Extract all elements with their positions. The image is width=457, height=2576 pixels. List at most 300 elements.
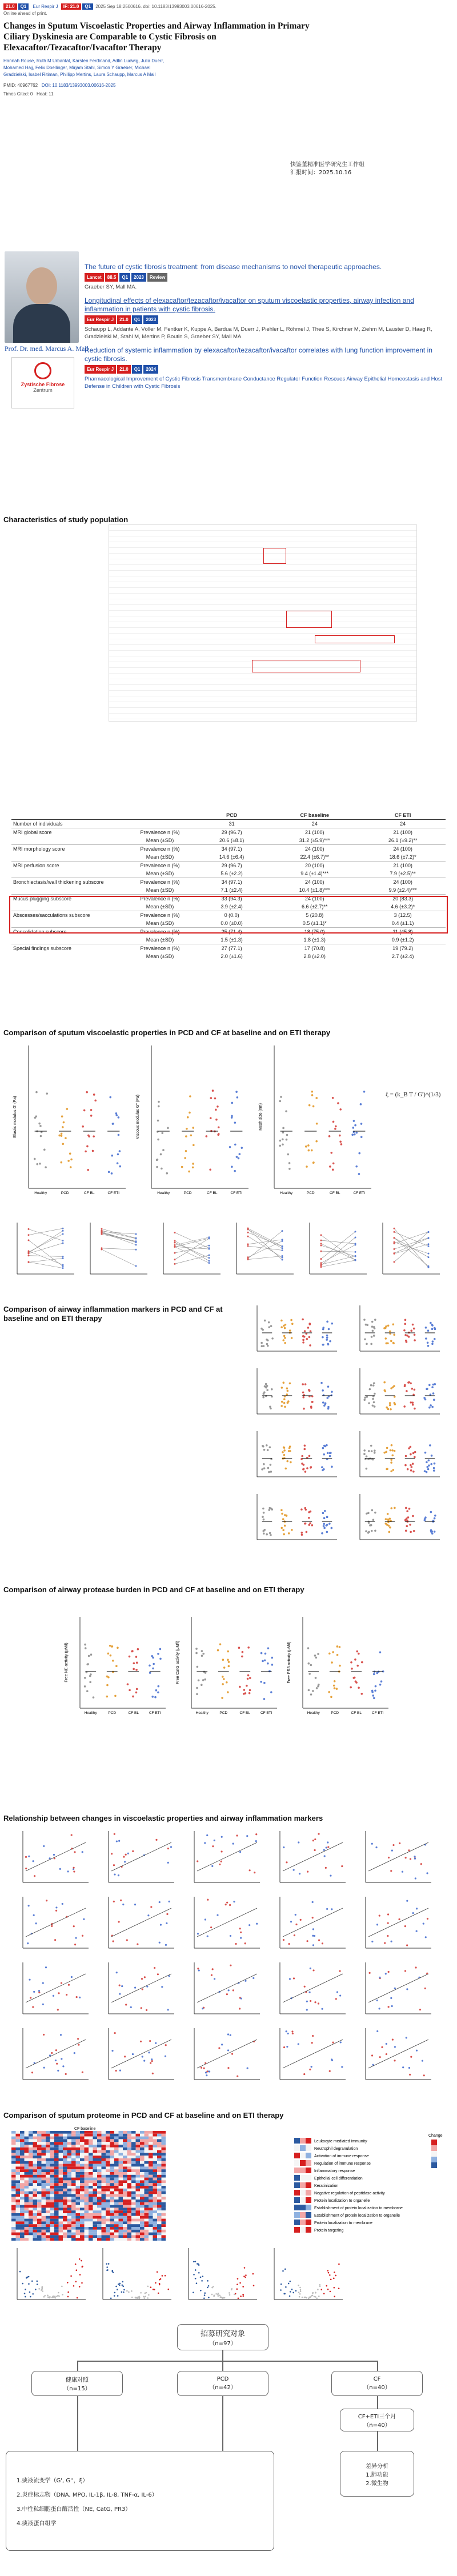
heatmap-cell bbox=[162, 2139, 166, 2142]
heatmap-cell bbox=[50, 2166, 55, 2169]
heatmap-cell bbox=[11, 2178, 16, 2181]
data-point bbox=[321, 2008, 323, 2010]
pub-title-2[interactable]: Longitudinal effects of elexacaftor/tezacaftor/ivacaftor on sputum viscoelastic properties, airway infection and inflammation in patients with cystic fibrosis. bbox=[85, 297, 414, 313]
table-cell: 0.4 (±1.1) bbox=[391, 920, 414, 926]
data-point bbox=[413, 1328, 415, 1330]
data-point bbox=[304, 1445, 306, 1447]
heatmap-cell bbox=[71, 2205, 76, 2208]
heatmap-cell bbox=[157, 2205, 162, 2208]
heatmap-cell bbox=[46, 2145, 50, 2148]
heatmap-cell bbox=[16, 2180, 21, 2183]
heatmap-cell bbox=[42, 2139, 46, 2142]
data-point bbox=[192, 1167, 194, 1169]
data-point bbox=[83, 1109, 86, 1112]
data-point bbox=[283, 1449, 286, 1452]
data-point bbox=[62, 1233, 64, 1235]
heatmap-cell bbox=[80, 2210, 85, 2213]
heatmap-cell bbox=[149, 2238, 153, 2241]
heatmap-cell bbox=[149, 2197, 153, 2200]
heatmap-cell bbox=[42, 2208, 46, 2210]
data-point bbox=[416, 1930, 418, 1932]
data-point bbox=[404, 1970, 406, 1972]
data-point bbox=[376, 2000, 378, 2001]
data-point bbox=[228, 1661, 230, 1663]
data-point bbox=[51, 1925, 53, 1927]
data-point bbox=[144, 1976, 146, 1978]
data-point bbox=[227, 1658, 229, 1661]
heatmap-cell bbox=[46, 2169, 50, 2172]
data-point bbox=[203, 2068, 205, 2069]
heatmap-cell bbox=[131, 2189, 136, 2192]
heatmap-cell bbox=[76, 2205, 81, 2208]
data-point bbox=[414, 1858, 416, 1860]
data-point bbox=[291, 2289, 293, 2290]
data-point bbox=[234, 2294, 235, 2295]
data-point bbox=[430, 1393, 432, 1396]
heatmap-cell bbox=[63, 2227, 67, 2230]
heatmap-cell bbox=[11, 2186, 16, 2189]
data-point bbox=[30, 2296, 31, 2298]
data-point bbox=[75, 2263, 77, 2265]
data-point bbox=[387, 1922, 389, 1924]
data-point bbox=[323, 1525, 325, 1527]
heatmap-cell bbox=[67, 2156, 72, 2158]
data-point bbox=[352, 1677, 355, 1679]
data-point bbox=[310, 1511, 312, 1513]
heatmap-cell bbox=[71, 2221, 76, 2224]
data-point bbox=[166, 1922, 167, 1924]
heatmap-cell bbox=[16, 2227, 21, 2230]
heatmap-cell bbox=[123, 2216, 127, 2219]
data-point bbox=[374, 1405, 376, 1408]
data-point bbox=[111, 1155, 113, 1157]
data-point bbox=[280, 1405, 283, 1407]
author-list[interactable]: Hannah Rouse, Ruth M Urbantat, Karsten Ferdinand, Adlin Ludwig, Julia Duerr, Mohamed Hajj, Felix Doellinger, Mirjam Stahl, Simon Y Graeber, Michael Gradzielski, Isabel Ritiman, Phillipp Mertins, Laura Schaupp, Marcus A Mall bbox=[3, 58, 165, 77]
data-point bbox=[62, 1228, 64, 1229]
table-cell: 24 bbox=[400, 821, 406, 827]
data-point bbox=[282, 1249, 283, 1251]
paired-line bbox=[102, 1232, 136, 1245]
data-point bbox=[329, 1340, 331, 1343]
data-point bbox=[371, 1530, 373, 1532]
data-point bbox=[329, 1165, 331, 1168]
heatmap-cell bbox=[102, 2189, 106, 2192]
heatmap-cell bbox=[102, 2235, 106, 2238]
heatmap-cell bbox=[140, 2131, 145, 2134]
heatmap-cell bbox=[162, 2178, 166, 2181]
data-point bbox=[159, 2284, 161, 2286]
data-point bbox=[84, 1685, 86, 1688]
pathway-cell bbox=[300, 2168, 306, 2173]
heatmap-cell bbox=[54, 2233, 59, 2236]
data-point bbox=[394, 2046, 396, 2048]
data-point bbox=[205, 1672, 207, 1674]
data-point bbox=[113, 1901, 115, 1902]
heatmap-cell bbox=[93, 2216, 98, 2219]
heatmap-cell bbox=[76, 2208, 81, 2210]
heatmap-cell bbox=[162, 2153, 166, 2156]
data-point bbox=[386, 2053, 387, 2055]
heatmap-cell bbox=[85, 2178, 89, 2181]
data-point bbox=[90, 1115, 93, 1117]
heatmap-cell bbox=[140, 2202, 145, 2205]
data-point bbox=[404, 1519, 407, 1521]
data-point bbox=[112, 1123, 114, 1125]
heatmap-cell bbox=[140, 2205, 145, 2208]
heatmap-cell bbox=[25, 2194, 29, 2197]
data-point bbox=[57, 2009, 59, 2010]
heatmap-cell bbox=[54, 2194, 59, 2197]
data-point bbox=[195, 1652, 198, 1654]
heatmap-cell bbox=[123, 2156, 127, 2158]
data-point bbox=[106, 1696, 108, 1698]
tick-label: CF BL bbox=[239, 1711, 250, 1715]
heatmap-cell bbox=[29, 2161, 33, 2164]
heatmap-cell bbox=[80, 2230, 85, 2233]
heatmap-cell bbox=[102, 2227, 106, 2230]
heatmap-cell bbox=[71, 2202, 76, 2205]
data-point bbox=[327, 2289, 329, 2290]
heatmap-cell bbox=[63, 2153, 67, 2156]
data-point bbox=[341, 2066, 343, 2068]
data-point bbox=[193, 2261, 195, 2263]
tick-label: CF ETI bbox=[353, 1191, 366, 1195]
table-cell: 27 (77.1) bbox=[221, 946, 242, 951]
heatmap-cell bbox=[127, 2153, 132, 2156]
heatmap-cell bbox=[33, 2178, 38, 2181]
heatmap-cell bbox=[119, 2153, 123, 2156]
heatmap-cell bbox=[145, 2150, 149, 2153]
heatmap-cell bbox=[131, 2139, 136, 2142]
heatmap-cell bbox=[153, 2166, 158, 2169]
heatmap-cell bbox=[157, 2224, 162, 2227]
heatmap-cell bbox=[153, 2216, 158, 2219]
heatmap-cell bbox=[93, 2131, 98, 2134]
heatmap-cell bbox=[46, 2235, 50, 2238]
heatmap-cell bbox=[29, 2230, 33, 2233]
heatmap-cell bbox=[16, 2161, 21, 2164]
heatmap-cell bbox=[102, 2145, 106, 2148]
heatmap-cell bbox=[85, 2180, 89, 2183]
data-point bbox=[329, 2274, 331, 2276]
heatmap-cell bbox=[50, 2137, 55, 2140]
data-point bbox=[90, 1653, 93, 1656]
heatmap-cell bbox=[153, 2150, 158, 2153]
data-point bbox=[118, 1134, 120, 1136]
y-axis-label: Free NE activity (µM/l) bbox=[65, 1642, 69, 1682]
data-point bbox=[271, 1664, 274, 1666]
data-point bbox=[311, 2066, 312, 2068]
data-point bbox=[412, 1515, 414, 1517]
table-cell: 0 (0.0) bbox=[224, 912, 239, 918]
heatmap-cell bbox=[50, 2164, 55, 2167]
data-point bbox=[249, 1869, 251, 1871]
data-point bbox=[158, 1685, 160, 1688]
heatmap-cell bbox=[20, 2145, 25, 2148]
heatmap-cell bbox=[157, 2186, 162, 2189]
heatmap-cell bbox=[59, 2219, 63, 2222]
data-point bbox=[306, 1338, 308, 1340]
heatmap-cell bbox=[157, 2183, 162, 2186]
data-point bbox=[312, 1928, 314, 1930]
data-point bbox=[379, 1915, 380, 1917]
volcano-plots bbox=[6, 2245, 360, 2308]
heatmap-cell bbox=[123, 2219, 127, 2222]
heatmap-cell bbox=[50, 2230, 55, 2233]
data-point bbox=[289, 1978, 291, 1980]
data-point bbox=[315, 1097, 318, 1099]
heatmap-cell bbox=[76, 2200, 81, 2202]
doi[interactable]: DOI: 10.1183/13993003.00616-2025 bbox=[41, 83, 116, 88]
heatmap-cell bbox=[46, 2221, 50, 2224]
heatmap-cell bbox=[20, 2156, 25, 2158]
heatmap-cell bbox=[97, 2200, 102, 2202]
data-point bbox=[427, 1468, 430, 1471]
data-point bbox=[299, 1873, 300, 1874]
data-point bbox=[264, 1659, 266, 1661]
data-point bbox=[226, 1993, 228, 1995]
heatmap-cell bbox=[140, 2150, 145, 2153]
data-point bbox=[73, 1870, 75, 1872]
heatmap-cell bbox=[59, 2197, 63, 2200]
data-point bbox=[314, 1654, 316, 1657]
data-point bbox=[410, 1401, 412, 1404]
data-point bbox=[428, 1231, 430, 1233]
heatmap-cell bbox=[93, 2180, 98, 2183]
table-cell: 20 (100) bbox=[304, 863, 324, 868]
data-point bbox=[299, 2296, 300, 2298]
data-point bbox=[303, 1468, 305, 1471]
heatmap-cell bbox=[145, 2156, 149, 2158]
data-point bbox=[390, 1340, 392, 1342]
heatmap-cell bbox=[114, 2169, 119, 2172]
data-point bbox=[154, 1696, 157, 1698]
data-point bbox=[394, 1396, 396, 1398]
heatmap-cell bbox=[157, 2148, 162, 2150]
heatmap-cell bbox=[102, 2131, 106, 2134]
data-point bbox=[265, 1386, 267, 1388]
heatmap-cell bbox=[85, 2134, 89, 2137]
data-point bbox=[433, 1469, 435, 1472]
heatmap-cell bbox=[149, 2235, 153, 2238]
heatmap-cell bbox=[93, 2158, 98, 2161]
journal-link[interactable]: Eur Respir J bbox=[33, 4, 58, 9]
heatmap-cell bbox=[67, 2227, 72, 2230]
data-point bbox=[65, 2073, 67, 2075]
table-cell: 7.9 (±2.5)** bbox=[390, 871, 416, 876]
heatmap-cell bbox=[85, 2131, 89, 2134]
data-point bbox=[391, 2005, 393, 2007]
heatmap-cell bbox=[145, 2148, 149, 2150]
table-cell: 9.9 (±2.4)*** bbox=[388, 887, 417, 893]
data-point bbox=[365, 1324, 367, 1326]
heatmap-cell bbox=[127, 2156, 132, 2158]
heatmap-cell bbox=[140, 2153, 145, 2156]
heatmap-cell bbox=[63, 2194, 67, 2197]
heatmap-cell bbox=[16, 2224, 21, 2227]
data-point bbox=[379, 1651, 382, 1653]
heatmap-cell bbox=[162, 2227, 166, 2230]
header bbox=[3, 3, 346, 97]
data-point bbox=[207, 2287, 209, 2289]
data-point bbox=[328, 1691, 330, 1693]
heatmap-cell bbox=[67, 2178, 72, 2181]
data-point bbox=[355, 1231, 356, 1232]
heatmap-cell bbox=[145, 2233, 149, 2236]
characteristics-table-image bbox=[109, 524, 417, 722]
data-point bbox=[192, 1163, 194, 1165]
heatmap-cell bbox=[119, 2221, 123, 2224]
heatmap-cell bbox=[76, 2137, 81, 2140]
data-point bbox=[30, 1997, 31, 1998]
tick-label: Healthy bbox=[84, 1711, 97, 1715]
paired-line bbox=[321, 1240, 355, 1244]
data-point bbox=[369, 1524, 371, 1527]
heatmap-cell bbox=[71, 2169, 76, 2172]
data-point bbox=[131, 1650, 133, 1653]
heatmap-cell bbox=[20, 2194, 25, 2197]
data-point bbox=[291, 1323, 294, 1325]
data-point bbox=[236, 1834, 238, 1836]
heatmap-cell bbox=[71, 2172, 76, 2175]
table-row bbox=[11, 828, 446, 837]
heatmap-cell bbox=[162, 2172, 166, 2175]
heatmap-cell bbox=[37, 2142, 42, 2145]
data-point bbox=[432, 1392, 435, 1395]
heatmap-cell bbox=[67, 2192, 72, 2194]
flow-recruit-label: 招募研究对象 bbox=[200, 2330, 245, 2338]
heatmap-cell bbox=[76, 2238, 81, 2241]
data-point bbox=[280, 1320, 283, 1322]
data-point bbox=[135, 1692, 138, 1694]
table-cell: 10.4 (±1.8)*** bbox=[299, 887, 330, 893]
heatmap-cell bbox=[11, 2148, 16, 2150]
data-point bbox=[335, 1125, 337, 1128]
heatmap-cell bbox=[145, 2153, 149, 2156]
heatmap-cell bbox=[89, 2238, 93, 2241]
data-point bbox=[204, 1678, 206, 1681]
table-row bbox=[11, 836, 446, 845]
heatmap-cell bbox=[67, 2164, 72, 2167]
table-cell: MRI perfusion score bbox=[13, 863, 59, 868]
heatmap-cell bbox=[127, 2216, 132, 2219]
heatmap-cell bbox=[162, 2183, 166, 2186]
heatmap-cell bbox=[11, 2221, 16, 2224]
data-point bbox=[391, 1444, 393, 1447]
pub-title-3[interactable]: Reduction of systemic inflammation by elexacaftor/tezacaftor/ivacaftor correlates with lung function improvement in cystic fibrosis. bbox=[85, 346, 432, 363]
online-ahead: Online ahead of print. bbox=[3, 11, 47, 16]
heatmap-cell bbox=[162, 2238, 166, 2241]
data-point bbox=[391, 1449, 394, 1452]
heatmap-cell bbox=[80, 2137, 85, 2140]
data-point bbox=[196, 1687, 198, 1689]
data-point bbox=[410, 1531, 412, 1533]
data-point bbox=[57, 2070, 59, 2072]
heatmap-cell bbox=[93, 2194, 98, 2197]
heatmap-cell bbox=[127, 2192, 132, 2194]
data-point bbox=[410, 1469, 412, 1472]
heatmap-cell bbox=[80, 2200, 85, 2202]
data-point bbox=[324, 1855, 326, 1857]
heatmap-cell bbox=[114, 2137, 119, 2140]
table-cell bbox=[11, 836, 126, 845]
data-point bbox=[303, 1408, 305, 1410]
pub-title-1[interactable]: The future of cystic fibrosis treatment: from disease mechanisms to novel therapeutic approaches. bbox=[85, 263, 382, 271]
heatmap-cell bbox=[145, 2205, 149, 2208]
heatmap-cell bbox=[29, 2197, 33, 2200]
data-point bbox=[379, 1977, 380, 1978]
heatmap-cell bbox=[136, 2158, 141, 2161]
trend-line bbox=[111, 1974, 171, 2002]
data-point bbox=[390, 1461, 392, 1464]
trend-line bbox=[26, 2040, 86, 2068]
pub-badge: Q1 bbox=[132, 365, 143, 374]
heatmap-cell bbox=[153, 2208, 158, 2210]
heatmap-cell bbox=[46, 2186, 50, 2189]
quartile-badge: Q1 bbox=[18, 3, 29, 10]
heatmap-cell bbox=[42, 2148, 46, 2150]
data-point bbox=[51, 2297, 53, 2298]
heatmap-cell bbox=[33, 2131, 38, 2134]
data-point bbox=[303, 2073, 305, 2075]
heatmap-cell bbox=[20, 2172, 25, 2175]
heatmap-cell bbox=[76, 2221, 81, 2224]
data-point bbox=[74, 1851, 75, 1853]
data-point bbox=[323, 2293, 325, 2294]
data-point bbox=[351, 1133, 354, 1136]
heatmap-cell bbox=[93, 2153, 98, 2156]
heatmap-cell bbox=[63, 2139, 67, 2142]
data-point bbox=[115, 2286, 117, 2287]
heatmap-cell bbox=[136, 2224, 141, 2227]
heatmap-cell bbox=[67, 2208, 72, 2210]
heatmap-cell bbox=[149, 2183, 153, 2186]
table-cell: Prevalence n (%) bbox=[140, 863, 180, 868]
data-point bbox=[66, 1108, 69, 1110]
data-point bbox=[70, 1166, 72, 1168]
heatmap-cell bbox=[76, 2175, 81, 2178]
heatmap-cell bbox=[16, 2137, 21, 2140]
pathway-cell bbox=[294, 2160, 300, 2166]
protease-plot-area bbox=[57, 1611, 400, 1725]
paired-line bbox=[102, 1248, 136, 1250]
heatmap-cell bbox=[37, 2148, 42, 2150]
data-point bbox=[202, 1679, 205, 1681]
heatmap-cell bbox=[46, 2205, 50, 2208]
heatmap-cell bbox=[54, 2164, 59, 2167]
data-point bbox=[113, 1940, 114, 1942]
data-point bbox=[157, 1653, 159, 1655]
heatmap-cell bbox=[93, 2221, 98, 2224]
heatmap-cell bbox=[80, 2205, 85, 2208]
flow-recruit-n: （n=97） bbox=[209, 2341, 236, 2347]
data-point bbox=[390, 1387, 392, 1389]
data-point bbox=[193, 1144, 195, 1147]
data-point bbox=[368, 1450, 370, 1452]
heatmap-cell bbox=[54, 2178, 59, 2181]
heatmap-cell bbox=[71, 2230, 76, 2233]
data-point bbox=[28, 1251, 30, 1253]
heatmap-cell bbox=[131, 2164, 136, 2167]
pub-badge: 2023 bbox=[143, 315, 158, 324]
data-point bbox=[132, 1850, 134, 1852]
heatmap-cell bbox=[80, 2131, 85, 2134]
data-point bbox=[247, 1245, 249, 1247]
pub-badge: Q1 bbox=[132, 315, 143, 324]
heatmap-cell bbox=[76, 2219, 81, 2222]
data-point bbox=[123, 2291, 125, 2293]
data-point bbox=[122, 2284, 123, 2286]
